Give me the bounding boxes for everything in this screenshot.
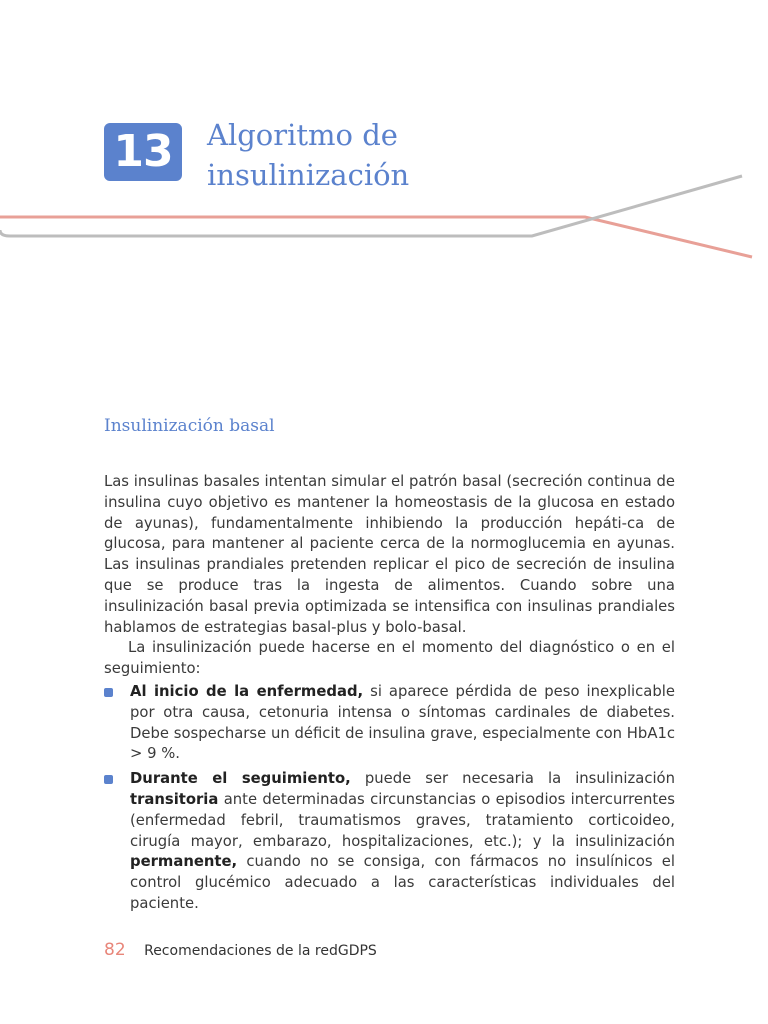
page-footer (104, 940, 377, 960)
list-item (104, 682, 675, 765)
bullet-2-text-3: cuando no se consiga, con fármacos no insulínicos el control glucémico adecuado a las características individuales del paciente. (130, 853, 675, 912)
paragraph-1: Las insulinas basales intentan simular el patrón basal (secreción continua de insulina cuyo objetivo es mantener la homeostasis de la glucosa en estado de ayunas), fundamentalmente inhibiendo la producción hepáti-ca de glucosa, para mantener al paciente cerca de la normoglucemia en ayunas. Las insulinas prandiales pretenden replicar el pico de secreción de insulina que se produce tras la ingesta de alimentos. Cuando sobre una insulinización basal previa optimizada se intensifica con insulinas prandiales hablamos de estrategias basal-plus y bolo-basal. (104, 473, 675, 636)
chapter-title-line1: Algoritmo de (207, 118, 398, 152)
bullet-list (104, 682, 675, 915)
paragraph-2: La insulinización puede hacerse en el momento del diagnóstico o en el seguimiento: (104, 639, 675, 678)
body-text (104, 472, 675, 919)
section-heading: Insulinización basal (104, 416, 275, 436)
chapter-number-badge (104, 123, 182, 181)
bullet-1-text: si aparece pérdida de peso inexplicable por otra causa, cetonuria intensa o síntomas cardinales de diabetes. Debe sospecharse un déficit de insulina grave, especialmente con HbA1c > 9 %. (130, 682, 675, 763)
bullet-2-text-2: ante determinadas circunstancias o episodios intercurrentes (enfermedad febril, traumatismos graves, tratamiento corticoideo, cirugía mayor, embarazo, hospitalizaciones, etc.); y la insulinización (130, 790, 675, 850)
bullet-2-text-1: puede ser necesaria la insulinización (350, 770, 675, 788)
bullet-2-bold-transitoria: transitoria (130, 790, 219, 808)
chapter-title-line2: insulinización (207, 158, 410, 192)
square-bullet-icon (104, 775, 113, 784)
square-bullet-icon (104, 688, 113, 697)
page-number: 82 (104, 940, 126, 960)
list-item (104, 769, 675, 915)
bullet-2-bold: Durante el seguimiento, (130, 770, 351, 788)
bullet-1-bold: Al inicio de la enfermedad, (130, 682, 364, 700)
bullet-2-bold-permanente: permanente, (130, 853, 238, 871)
footer-text: Recomendaciones de la redGDPS (144, 943, 377, 959)
chapter-number: 13 (113, 126, 173, 177)
chapter-title (207, 115, 657, 195)
